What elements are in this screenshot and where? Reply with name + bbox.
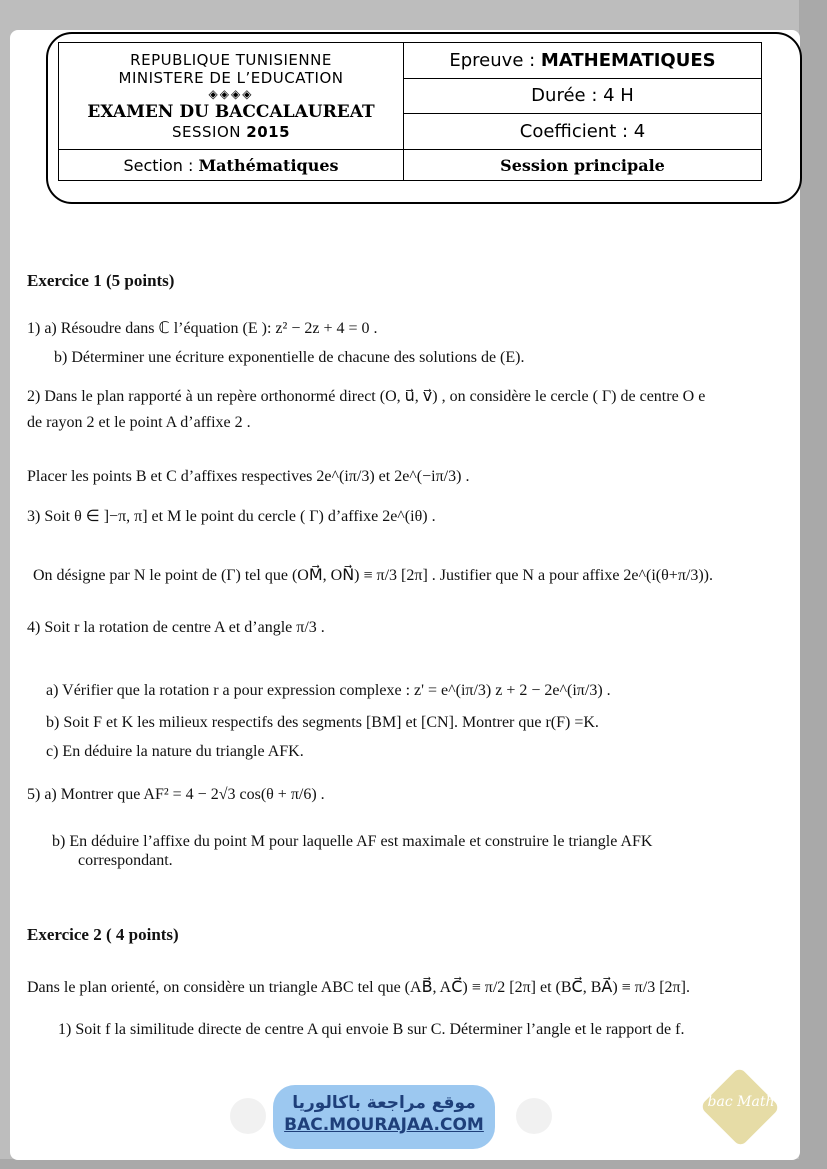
- exam-header: [46, 32, 802, 204]
- session-label: SESSION: [171, 123, 241, 141]
- ex1-q3b: On désigne par N le point de (Γ) tel que (OM⃗, ON⃗) ≡ π/3 [2π] . Justifier que N a pour affixe 2e^(i(θ+π/3)).: [33, 567, 713, 584]
- ex1-q4a: a) Vérifier que la rotation r a pour expression complexe : z' = e^(iπ/3) z + 2 − 2e^(iπ/3) .: [46, 682, 611, 699]
- ex2-intro: Dans le plan orienté, on considère un triangle ABC tel que (AB⃗, AC⃗) ≡ π/2 [2π] et (BC⃗, BA⃗) ≡ π/3 [2π].: [27, 979, 690, 996]
- ex1-q2c: Placer les points B et C d’affixes respectives 2e^(iπ/3) et 2e^(−iπ/3) .: [27, 468, 470, 485]
- ministry-cell: [59, 43, 404, 150]
- session-year: 2015: [246, 123, 291, 141]
- ornament: ◈◈◈◈: [208, 87, 254, 101]
- site-logo-right: [516, 1098, 552, 1134]
- ex1-q5a: 5) a) Montrer que AF² = 4 − 2√3 cos(θ + π/6) .: [27, 786, 325, 803]
- exercise-2-title: Exercice 2 ( 4 points): [27, 925, 179, 944]
- republic-text: REPUBLIQUE TUNISIENNE: [130, 51, 332, 69]
- ex1-q1b: b) Déterminer une écriture exponentielle de chacune des solutions de (E).: [54, 349, 525, 366]
- ministry-text: MINISTERE DE L’EDUCATION: [118, 69, 344, 87]
- session-line: [59, 123, 403, 141]
- ex1-q5b-cont: correspondant.: [78, 852, 173, 869]
- ex2-q1: 1) Soit f la similitude directe de centre A qui envoie B sur C. Déterminer l’angle et le rapport de f.: [58, 1021, 685, 1038]
- header-table: [58, 42, 762, 181]
- session-type-cell: [404, 150, 762, 181]
- epreuve-value: MATHEMATIQUES: [540, 49, 716, 71]
- duree-cell: Durée : 4 H: [404, 78, 762, 114]
- ex1-q2a: 2) Dans le plan rapporté à un repère orthonormé direct (O, u⃗, v⃗) , on considère le cercle ( Γ) de centre O e: [27, 388, 706, 405]
- ex1-q4: 4) Soit r la rotation de centre A et d’angle π/3 .: [27, 619, 325, 636]
- ex1-q3a: 3) Soit θ ∈ ]−π, π] et M le point du cercle ( Γ) d’affixe 2e^(iθ) .: [27, 508, 436, 525]
- coefficient-cell: Coefficient : 4: [404, 114, 762, 150]
- page-frame-bottom: [0, 1159, 827, 1169]
- section-value: Mathématiques: [198, 155, 339, 175]
- ex1-q5b: b) En déduire l’affixe du point M pour laquelle AF est maximale et construire le triangle AFK: [52, 833, 653, 850]
- ex1-q1a: 1) a) Résoudre dans ℂ l’équation (E ): z² − 2z + 4 = 0 .: [27, 320, 378, 337]
- ex1-q4b: b) Soit F et K les milieux respectifs des segments [BM] et [CN]. Montrer que r(F) =K.: [46, 714, 599, 731]
- section-cell: [59, 150, 404, 181]
- footer-arabic: موقع مراجعة باكالوريا: [292, 1093, 476, 1113]
- exercise-1-title: Exercice 1 (5 points): [27, 271, 175, 290]
- section-label: Section :: [123, 155, 194, 175]
- site-footer-banner[interactable]: [273, 1085, 495, 1149]
- exam-title: EXAMEN DU BACCALAUREAT: [87, 102, 375, 122]
- ex1-q4c: c) En déduire la nature du triangle AFK.: [46, 743, 304, 760]
- page-frame-right: [799, 0, 827, 1169]
- epreuve-label: Epreuve :: [449, 49, 536, 71]
- session-type: Session principale: [500, 155, 665, 175]
- ex1-q2b: de rayon 2 et le point A d’affixe 2 .: [27, 414, 251, 431]
- footer-url-link[interactable]: BAC.MOURAJAA.COM: [284, 1115, 484, 1135]
- bac-math-badge-text: bac Math: [707, 1094, 775, 1110]
- site-logo-left: [230, 1098, 266, 1134]
- epreuve-cell: [404, 43, 762, 79]
